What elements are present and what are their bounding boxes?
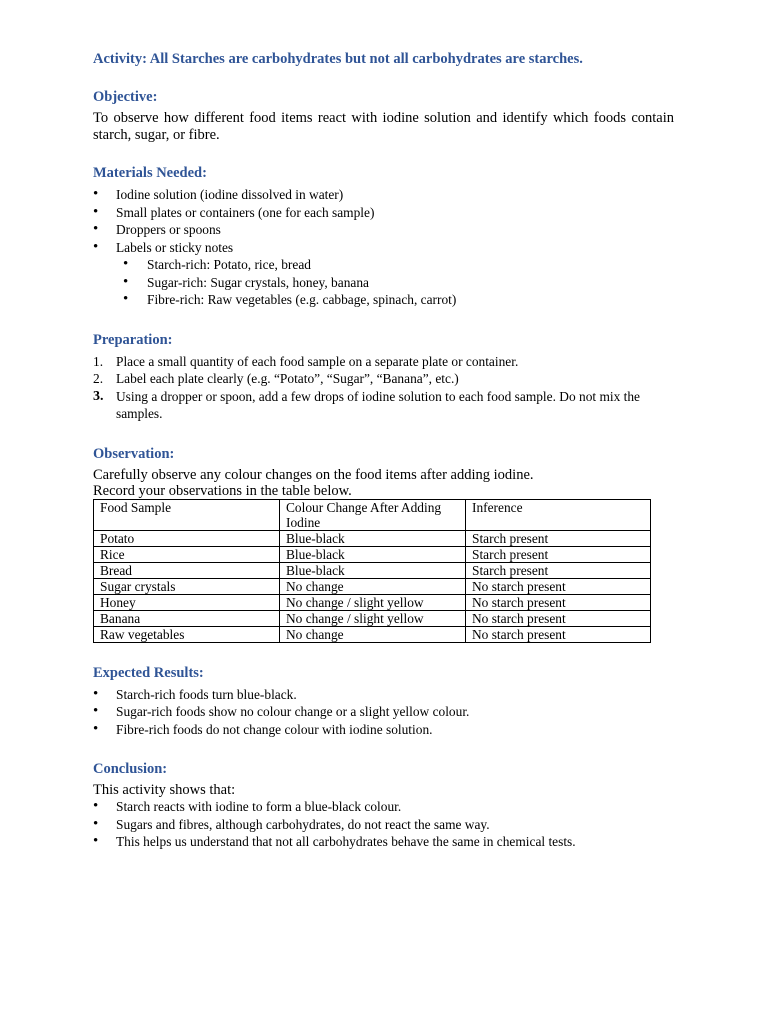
conclusion-intro: This activity shows that: (93, 782, 236, 798)
document-page (93, 50, 674, 851)
table-header-cell: Food Sample (94, 499, 280, 530)
table-row (94, 626, 651, 642)
table-cell: No starch present (466, 610, 651, 626)
table-header-cell: Colour Change After Adding Iodine (280, 499, 466, 530)
table-cell: No starch present (466, 626, 651, 642)
objective-text: To observe how different food items react with iodine solution and identify which foods contain starch, sugar, or fibre. (93, 110, 674, 143)
table-cell: No change (280, 578, 466, 594)
step-text: Using a dropper or spoon, add a few drops of iodine solution to each food sample. Do not mix the samples. (116, 388, 640, 421)
conclusion-list (93, 798, 674, 851)
step-text: Place a small quantity of each food sample on a separate plate or container. (116, 353, 519, 369)
activity-title: Activity: All Starches are carbohydrates but not all carbohydrates are starches. (93, 51, 583, 67)
observation-line-2: Record your observations in the table below. (93, 482, 352, 499)
list-item: • Sugar-rich: Sugar crystals, honey, banana (93, 274, 674, 292)
list-item: • Labels or sticky notes (93, 239, 674, 257)
table-cell: Blue-black (280, 530, 466, 546)
table-cell: No starch present (466, 578, 651, 594)
list-item: • Iodine solution (iodine dissolved in water) (93, 186, 674, 204)
step-number: 3. (93, 388, 104, 404)
step-number: 1. (93, 353, 104, 369)
table-row (94, 546, 651, 562)
observation-line-1: Carefully observe any colour changes on the food items after adding iodine. (93, 466, 534, 483)
preparation-steps (93, 353, 674, 423)
list-item: • Sugars and fibres, although carbohydrates, do not react the same way. (93, 816, 674, 834)
table-cell: Starch present (466, 530, 651, 546)
table-cell: Starch present (466, 562, 651, 578)
list-item: • Droppers or spoons (93, 221, 674, 239)
table-row (94, 562, 651, 578)
table-cell: Sugar crystals (94, 578, 280, 594)
list-item (93, 370, 674, 388)
step-number: 2. (93, 371, 104, 386)
table-cell: Rice (94, 546, 280, 562)
list-item: • Fibre-rich: Raw vegetables (e.g. cabbage, spinach, carrot) (93, 291, 674, 309)
table-cell: No change / slight yellow (280, 610, 466, 626)
expected-results-list (93, 686, 674, 739)
table-cell: Blue-black (280, 546, 466, 562)
table-cell: No change (280, 626, 466, 642)
table-cell: Banana (94, 610, 280, 626)
materials-list (93, 186, 674, 256)
table-cell: Bread (94, 562, 280, 578)
step-text: Label each plate clearly (e.g. “Potato”, “Sugar”, “Banana”, etc.) (116, 371, 459, 386)
list-item: • Small plates or containers (one for each sample) (93, 204, 674, 222)
table-header-cell: Inference (466, 499, 651, 530)
conclusion-heading: Conclusion: (93, 761, 168, 777)
expected-results-heading: Expected Results: (93, 664, 204, 681)
materials-heading: Materials Needed: (93, 165, 207, 181)
table-cell: Starch present (466, 546, 651, 562)
list-item (93, 388, 674, 423)
observation-table (93, 499, 651, 643)
list-item: • Sugar-rich foods show no colour change or a slight yellow colour. (93, 703, 674, 721)
table-cell: Raw vegetables (94, 626, 280, 642)
table-row (94, 530, 651, 546)
table-cell: No starch present (466, 594, 651, 610)
list-item: • Starch-rich: Potato, rice, bread (93, 256, 674, 274)
table-row (94, 578, 651, 594)
observation-heading: Observation: (93, 445, 175, 462)
list-item: • Starch-rich foods turn blue-black. (93, 686, 674, 704)
table-cell: Blue-black (280, 562, 466, 578)
materials-sublist (93, 256, 674, 309)
list-item: • This helps us understand that not all carbohydrates behave the same in chemical tests. (93, 833, 674, 851)
table-cell: No change / slight yellow (280, 594, 466, 610)
objective-heading: Objective: (93, 89, 158, 105)
table-row (94, 594, 651, 610)
list-item (93, 353, 674, 371)
table-cell: Honey (94, 594, 280, 610)
table-row (94, 610, 651, 626)
list-item: • Fibre-rich foods do not change colour with iodine solution. (93, 721, 674, 739)
table-cell: Potato (94, 530, 280, 546)
preparation-heading: Preparation: (93, 331, 173, 348)
table-header-row (94, 499, 651, 530)
list-item: • Starch reacts with iodine to form a blue-black colour. (93, 798, 674, 816)
